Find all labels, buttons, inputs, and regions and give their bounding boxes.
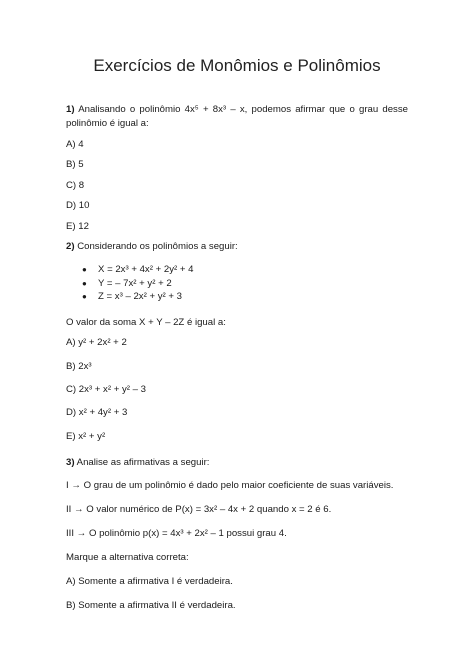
q2-poly-x: X = 2x³ + 4x² + 2y² + 4: [98, 264, 194, 275]
q1-stem-line2: polinômio é igual a:: [66, 118, 149, 129]
q3-option-a: A) Somente a afirmativa I é verdadeira.: [66, 576, 233, 587]
bullet-icon: ●: [82, 265, 87, 274]
bullet-icon: ●: [82, 279, 87, 288]
q3-statement-3: [66, 528, 287, 540]
q3-statement-2: [66, 504, 331, 516]
q3-stem: [66, 457, 209, 469]
q1-stem-line1: [66, 104, 408, 116]
statement-label: I →: [66, 480, 81, 491]
statement-text: O valor numérico de P(x) = 3x² – 4x + 2 quando x = 2 é 6.: [86, 504, 332, 515]
q2-option-b: B) 2x³: [66, 361, 92, 372]
bullet-icon: ●: [82, 292, 87, 301]
q3-number: 3): [66, 457, 75, 468]
page-title: Exercícios de Monômios e Polinômios: [93, 56, 381, 75]
q3-intro-text: Analise as afirmativas a seguir:: [76, 457, 210, 468]
q3-option-b: B) Somente a afirmativa II é verdadeira.: [66, 600, 236, 611]
q2-stem: [66, 241, 238, 253]
q1-option-a: A) 4: [66, 139, 84, 150]
q3-statement-1: [66, 480, 393, 492]
q1-option-e: E) 12: [66, 221, 89, 232]
q1-option-d: D) 10: [66, 200, 90, 211]
q1-option-c: C) 8: [66, 180, 85, 191]
q1-stem-text: Analisando o polinômio 4x⁵ + 8x³ – x, podemos afirmar que o grau desse: [78, 104, 408, 115]
statement-label: III →: [66, 528, 87, 539]
q2-option-e: E) x² + y²: [66, 431, 106, 442]
statement-label: II →: [66, 504, 84, 515]
q2-poly-y: Y = – 7x² + y² + 2: [98, 278, 172, 289]
q2-number: 2): [66, 241, 75, 252]
q2-question: O valor da soma X + Y – 2Z é igual a:: [66, 317, 226, 328]
q2-intro-text: Considerando os polinômios a seguir:: [77, 241, 238, 252]
statement-text: O polinômio p(x) = 4x³ + 2x² – 1 possui grau 4.: [88, 528, 287, 539]
q2-option-d: D) x² + 4y² + 3: [66, 407, 128, 418]
q2-option-a: A) y² + 2x² + 2: [66, 337, 127, 348]
q3-prompt: Marque a alternativa correta:: [66, 552, 189, 563]
q2-poly-z: Z = x³ – 2x² + y² + 3: [98, 291, 182, 302]
q1-number: 1): [66, 104, 75, 115]
q1-option-b: B) 5: [66, 159, 84, 170]
q2-option-c: C) 2x³ + x² + y² – 3: [66, 384, 146, 395]
statement-text: O grau de um polinômio é dado pelo maior coeficiente de suas variáveis.: [83, 480, 394, 491]
